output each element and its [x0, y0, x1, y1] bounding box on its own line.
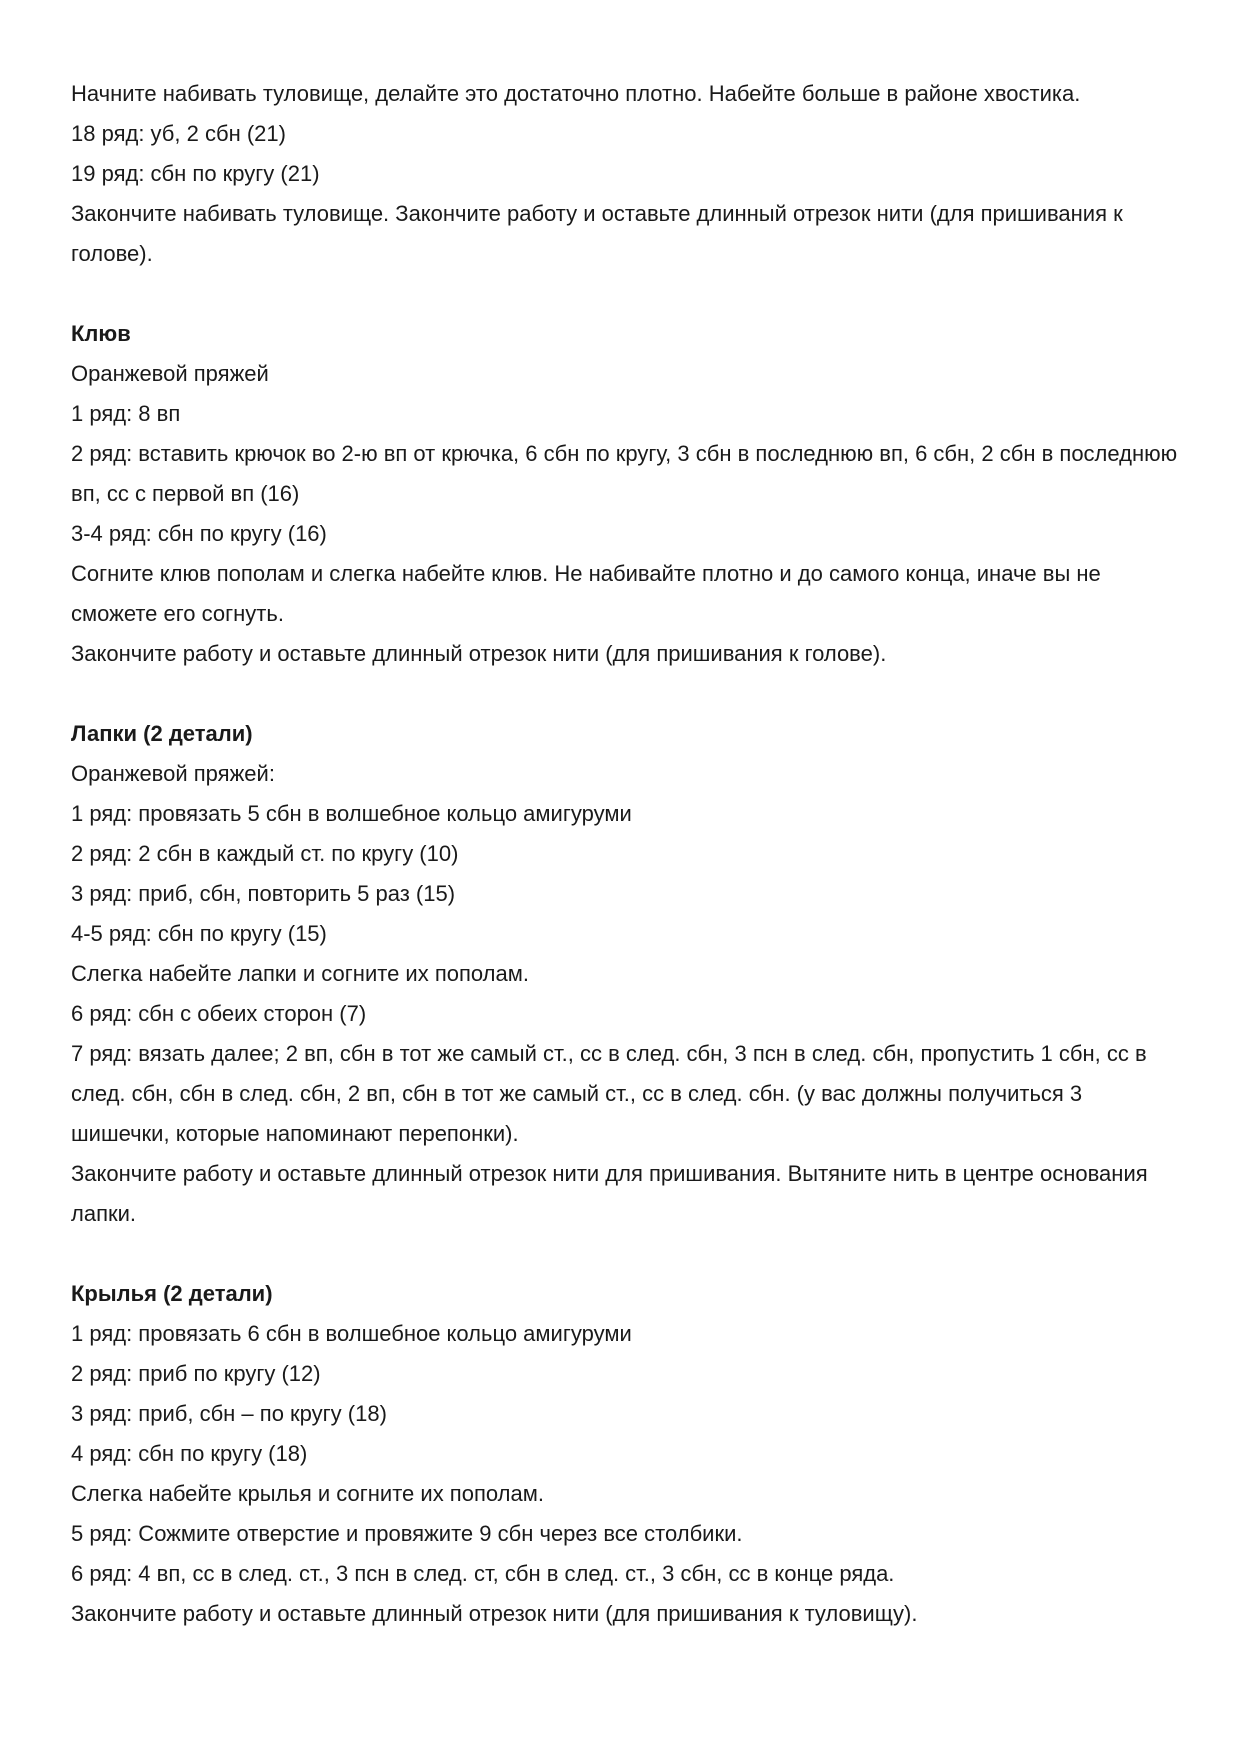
body-stuffing-section	[71, 74, 1181, 274]
row-instruction: 7 ряд: вязать далее; 2 вп, сбн в тот же самый ст., сс в след. сбн, 3 псн в след. сбн, пропустить 1 сбн, сс в след. сбн, сбн в след. сбн, 2 вп, сбн в тот же самый ст., сс в след. сбн. (у вас должны получиться 3 шишечки, которые напоминают перепонки).	[71, 1041, 1147, 1146]
row-instruction: 6 ряд: 4 вп, сс в след. ст., 3 псн в след. ст, сбн в след. ст., 3 сбн, сс в конце ряда.	[71, 1561, 895, 1586]
wings-section	[71, 1274, 1181, 1634]
row-instruction: 1 ряд: 8 вп	[71, 401, 181, 426]
paragraph: Закончите работу и оставьте длинный отрезок нити (для пришивания к голове).	[71, 641, 887, 666]
paragraph: Оранжевой пряжей	[71, 361, 269, 386]
paragraph: Закончите работу и оставьте длинный отрезок нити для пришивания. Вытяните нить в центре основания лапки.	[71, 1161, 1148, 1226]
beak-section	[71, 314, 1181, 674]
paragraph: Согните клюв пополам и слегка набейте клюв. Не набивайте плотно и до самого конца, иначе вы не сможете его согнуть.	[71, 561, 1101, 626]
row-instruction: 1 ряд: провязать 5 сбн в волшебное кольцо амигуруми	[71, 801, 632, 826]
section-heading-feet: Лапки (2 детали)	[71, 721, 253, 746]
row-instruction: 4-5 ряд: сбн по кругу (15)	[71, 921, 327, 946]
paragraph: Начните набивать туловище, делайте это достаточно плотно. Набейте больше в районе хвостика.	[71, 81, 1081, 106]
paragraph: Закончите работу и оставьте длинный отрезок нити (для пришивания к туловищу).	[71, 1601, 918, 1626]
document-page	[71, 74, 1181, 1634]
row-instruction: 6 ряд: сбн с обеих сторон (7)	[71, 1001, 367, 1026]
row-instruction: 5 ряд: Сожмите отверстие и провяжите 9 сбн через все столбики.	[71, 1521, 743, 1546]
paragraph: Закончите набивать туловище. Закончите работу и оставьте длинный отрезок нити (для пришивания к голове).	[71, 201, 1123, 266]
row-instruction: 2 ряд: вставить крючок во 2-ю вп от крючка, 6 сбн по кругу, 3 сбн в последнюю вп, 6 сбн, 2 сбн в последнюю вп, сс с первой вп (16)	[71, 441, 1178, 506]
feet-section	[71, 714, 1181, 1234]
row-instruction: 1 ряд: провязать 6 сбн в волшебное кольцо амигуруми	[71, 1321, 632, 1346]
paragraph: Слегка набейте лапки и согните их пополам.	[71, 961, 529, 986]
row-instruction: 19 ряд: сбн по кругу (21)	[71, 161, 320, 186]
paragraph: Слегка набейте крылья и согните их пополам.	[71, 1481, 544, 1506]
row-instruction: 3 ряд: приб, сбн – по кругу (18)	[71, 1401, 387, 1426]
row-instruction: 2 ряд: приб по кругу (12)	[71, 1361, 321, 1386]
section-heading-wings: Крылья (2 детали)	[71, 1281, 273, 1306]
row-instruction: 2 ряд: 2 сбн в каждый ст. по кругу (10)	[71, 841, 459, 866]
row-instruction: 18 ряд: уб, 2 сбн (21)	[71, 121, 286, 146]
row-instruction: 3 ряд: приб, сбн, повторить 5 раз (15)	[71, 881, 456, 906]
row-instruction: 4 ряд: сбн по кругу (18)	[71, 1441, 308, 1466]
row-instruction: 3-4 ряд: сбн по кругу (16)	[71, 521, 327, 546]
section-heading-beak: Клюв	[71, 321, 131, 346]
paragraph: Оранжевой пряжей:	[71, 761, 275, 786]
